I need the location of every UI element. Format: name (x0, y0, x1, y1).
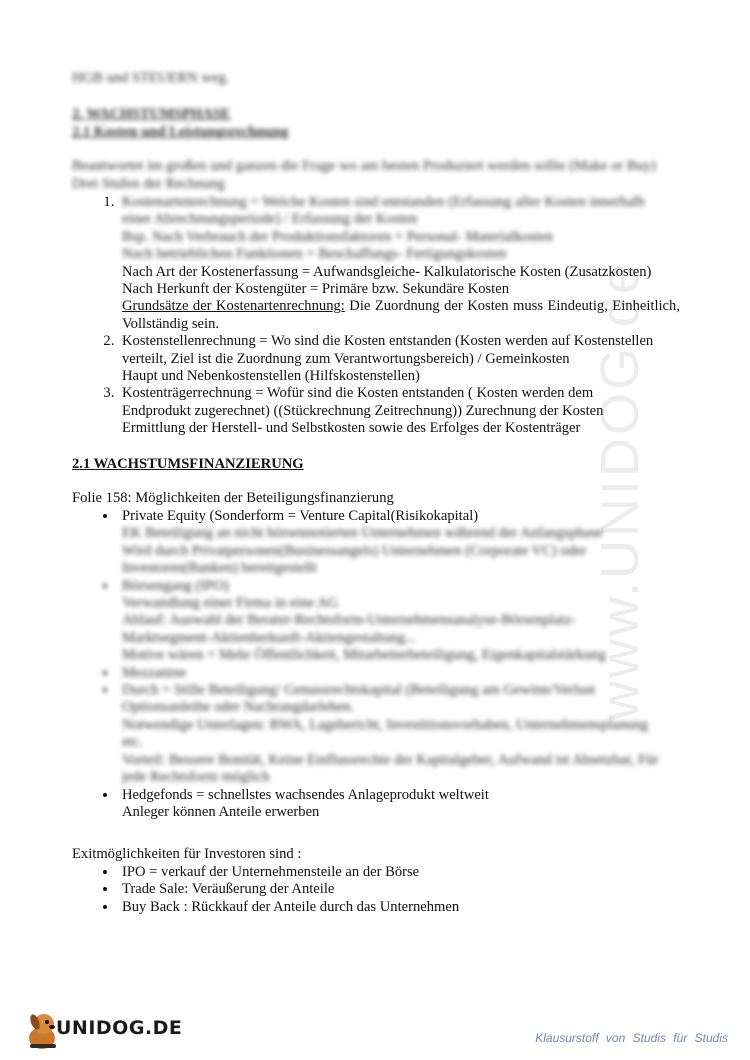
principles-paragraph (122, 298, 680, 333)
list-item-line: • Durch = Stille Beteiligung/ Genussrechtskapital (Beteiligung am Gewinn/Verlust (122, 682, 596, 699)
list-item (118, 665, 680, 682)
list-item-line: Nach Art der Kostenerfassung = Aufwandsgleiche- Kalkulatorische Kosten (Zusatzkosten) (122, 263, 652, 280)
list-item-line: Marktsegment-Aktienherkunft-Aktiengestaltung... (122, 629, 416, 646)
list-item: • IPO = verkauf der Unternehmensteile an der Börse (118, 864, 680, 881)
list-item: • Trade Sale: Veräußerung der Anteile (118, 881, 680, 898)
list-item-line: jede Rechtsform möglich (122, 769, 270, 786)
list-item-line: Notwendige Unterlagen: BWA, Lagebericht, Investitionsvorhaben, Unternehmensplanung (122, 716, 649, 733)
list-item (118, 578, 680, 665)
list-item-line: etc. (122, 734, 143, 751)
intro-line: Beantwortet im großen und ganzen die Frage wo am besten Produziert werden sollte (Make or Buy) (72, 158, 656, 174)
logo-text: UNIDOG.DE (56, 1017, 183, 1039)
list-item-line: einer Abrechnungsperiode) / Erfassung der Kosten (122, 211, 418, 228)
list-item (118, 333, 680, 385)
list-item-line: 3. Kostenträgerrechnung = Wofür sind die Kosten entstanden ( Kosten werden dem (122, 385, 594, 402)
list-item-line: Nach betrieblichen Funktionen = Beschaffungs- Fertigungskosten (122, 246, 507, 263)
list-item: • Buy Back : Rückkauf der Anteile durch das Unternehmen (118, 899, 680, 916)
financing-heading: 2.1 WACHSTUMSFINANZIERUNG (72, 456, 304, 472)
list-item-line: Ablauf: Auswahl der Berater-Rechtsform-Unternehmensanalyse-Börsenplatz- (122, 612, 576, 629)
list-item-line: Nach Herkunft der Kostengüter = Primäre bzw. Sekundäre Kosten (122, 281, 510, 298)
intro-line: Drei Stufen der Rechnung (72, 176, 225, 192)
list-item-line: 1. Kostenartenrechnung = Welche Kosten sind entstanden (Erfassung aller Kosten innerhalb (122, 194, 645, 210)
exit-options-list (72, 864, 680, 916)
list-item-line: • Börsengang (IPO) (122, 577, 229, 594)
subsection-heading: 2.1 Kosten und Leistungsrechnung (72, 124, 289, 140)
unidog-logo[interactable] (24, 1008, 183, 1052)
list-item-line: verteilt, Ziel ist die Zuordnung zum Verantwortungsbereich) / Gemeinkosten (122, 350, 570, 367)
list-item-line: Investoren(Banken) bereitgestellt (122, 560, 317, 577)
footer-tagline: Klausurstoff von Studis für Studis (535, 1031, 728, 1045)
principles-label: Grundsätze der Kostenartenrechnung: (122, 298, 345, 315)
list-item-line: EK Beteiligung an nicht börsennotierten Unternehmen während der Anfangsphase (122, 525, 603, 542)
list-item-line: Haupt und Nebenkostenstellen (Hilfskostenstellen) (122, 368, 420, 385)
list-item-line: Optionsanleihe oder Nachrangdarlehen. (122, 699, 355, 716)
list-item-line: • Mezzanine (122, 664, 187, 681)
list-item-line: Bsp. Nach Verbrauch der Produktionsfaktoren = Personal- Materialkosten (122, 228, 554, 245)
exit-intro: Exitmöglichkeiten für Investoren sind : (72, 846, 302, 862)
financing-options-list (72, 508, 680, 821)
list-item-line: Wird durch Privatpersonen(Businessangels) Unternehmen (Corporate VC) oder (122, 542, 587, 559)
list-item-line: Vorteil: Bessere Bonität, Keine Einflussrechte der Kapitalgeber, Aufwand ist Absetzbar, Für (122, 751, 659, 768)
top-line: HGB und STEUERN weg. (72, 70, 230, 86)
folie-line: Folie 158: Möglichkeiten der Beteiligungsfinanzierung (72, 490, 394, 506)
list-item (118, 508, 680, 578)
list-item-line: 2. Kostenstellenrechnung = Wo sind die Kosten entstanden (Kosten werden auf Kostenstellen (122, 333, 654, 350)
list-item (118, 682, 680, 786)
list-item (118, 194, 680, 333)
list-item-line: • Hedgefonds = schnellstes wachsendes Anlageprodukt weltweit (122, 786, 489, 803)
list-item-line: Verwandlung einer Firma in eine AG (122, 595, 339, 612)
list-item (118, 385, 680, 437)
list-item-line: • Private Equity (Sonderform = Venture Capital(Risikokapital) (122, 508, 479, 524)
principles-text: Die Zuordnung der Kosten muss Eindeutig, Einheitlich, Vollständig sein. (122, 298, 680, 332)
list-item-line: Anleger können Anteile erwerben (122, 803, 320, 820)
cost-accounting-list (72, 194, 680, 438)
list-item-line: Motive wären = Mehr Öffentlichkeit, Mitarbeiterbeteiligung, Eigenkapitalstärkung (122, 647, 606, 664)
list-item-line: Endprodukt zugerechnet) ((Stückrechnung Zeitrechnung)) Zurechnung der Kosten (122, 402, 604, 419)
section-heading: 2. WACHSTUMSPHASE (72, 106, 231, 122)
list-item-line: Ermittlung der Herstell- und Selbstkosten sowie des Erfolges der Kostenträger (122, 420, 581, 437)
watermark: www.UNIDOG.de (590, 260, 650, 720)
list-item (118, 787, 680, 822)
